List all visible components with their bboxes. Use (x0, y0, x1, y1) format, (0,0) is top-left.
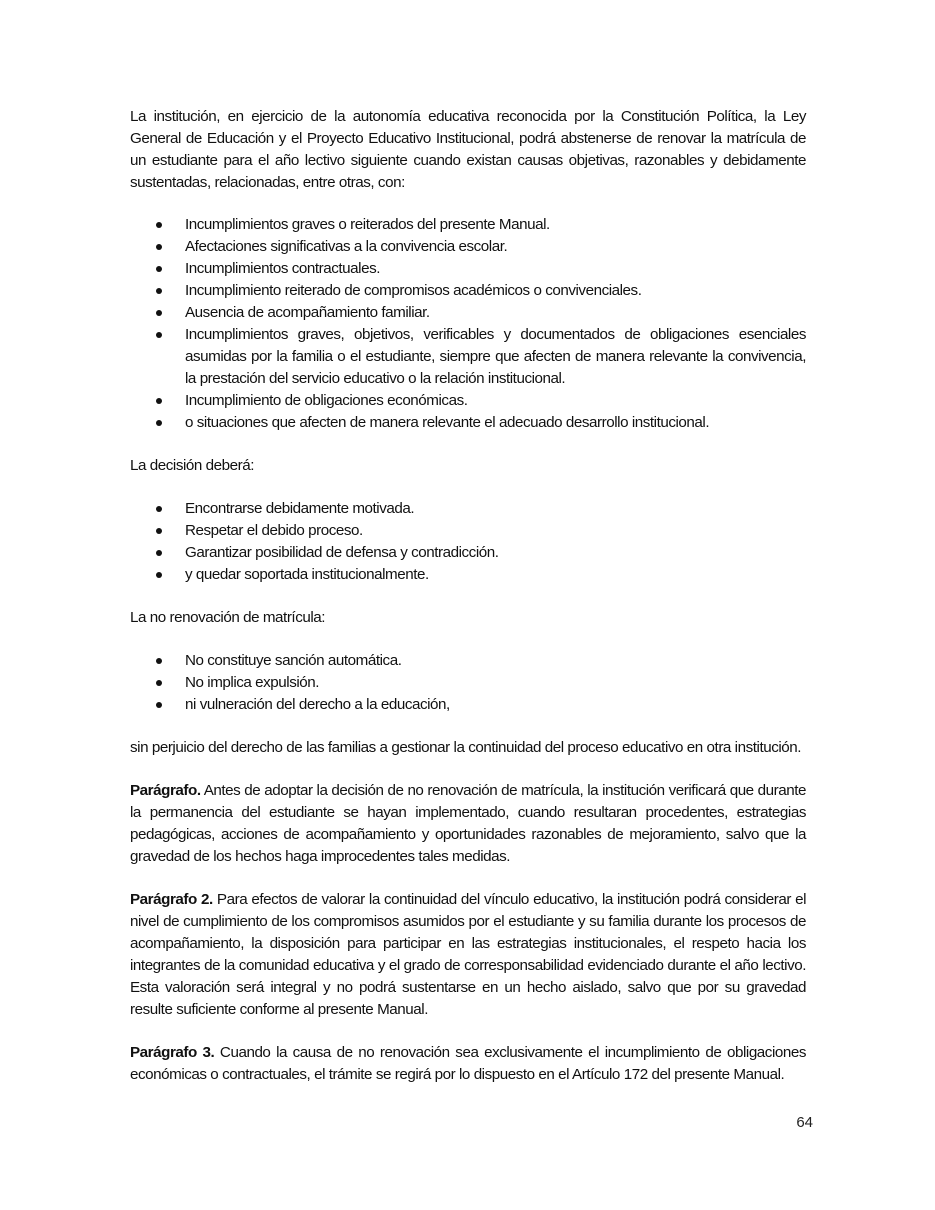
list-item-text: y quedar soportada institucionalmente. (185, 566, 429, 583)
paragrafo-3-text: Cuando la causa de no renovación sea exclusivamente el incumplimiento de obligaciones económicas o contractuales, el trámite se regirá por lo dispuesto en el Artículo 172 del presente Manual. (130, 1044, 807, 1083)
paragrafo-3 (130, 1042, 806, 1086)
bullet-icon (156, 420, 162, 426)
bullet-icon (156, 528, 162, 534)
list-item (130, 302, 806, 324)
list-item-text: Ausencia de acompañamiento familiar. (185, 304, 430, 321)
non-renewal-heading: La no renovación de matrícula: (130, 609, 326, 626)
bullet-icon (156, 266, 162, 272)
list-item (130, 672, 806, 694)
paragrafo-1-label: Parágrafo. (130, 782, 201, 799)
bullet-icon (156, 288, 162, 294)
decision-list (130, 498, 806, 586)
bullet-icon (156, 222, 162, 228)
list-item (130, 280, 806, 302)
paragrafo-2-text: Para efectos de valorar la continuidad del vínculo educativo, la institución podrá considerar el nivel de cumplimiento de los compromisos asumidos por el estudiante y su familia durante los procesos de acompañamiento, la disposición para participar en las estrategias institucionales, el respeto hacia los integrantes de la comunidad educativa y el grado de corresponsabilidad evidenciado durante el año lectivo. Esta valoración será integral y no podrá sustentarse en un hecho aislado, salvo que por su gravedad resulte suficiente conforme al presente Manual. (130, 891, 806, 1018)
list-item-text: o situaciones que afecten de manera relevante el adecuado desarrollo institucional. (185, 414, 710, 431)
list-item (130, 324, 806, 390)
bullet-icon (156, 680, 162, 686)
list-item (130, 650, 806, 672)
decision-heading: La decisión deberá: (130, 457, 255, 474)
list-item-text: No implica expulsión. (185, 674, 320, 691)
list-item-text: Incumplimientos graves, objetivos, verificables y documentados de obligaciones esenciales asumidas por la familia o el estudiante, siempre que afecten de manera relevante la convivencia, la prestación del servicio educativo o la relación institucional. (185, 326, 806, 387)
causes-list (130, 214, 806, 434)
list-item (130, 694, 806, 716)
bullet-icon (156, 572, 162, 578)
intro-paragraph: La institución, en ejercicio de la autonomía educativa reconocida por la Constitución Política, la Ley General de Educación y el Proyecto Educativo Institucional, podrá abstenerse de renovar la matrícula de un estudiante para el año lectivo siguiente cuando existan causas objetivas, razonables y debidamente sustentadas, relacionadas, entre otras, con: (130, 108, 806, 191)
non-renewal-list (130, 650, 806, 716)
bullet-icon (156, 702, 162, 708)
list-item-text: Respetar el debido proceso. (185, 522, 363, 539)
list-item-text: Garantizar posibilidad de defensa y contradicción. (185, 544, 499, 561)
page-number: 64 (796, 1114, 813, 1131)
list-item-text: ni vulneración del derecho a la educación, (185, 696, 450, 713)
list-item-text: Afectaciones significativas a la convivencia escolar. (185, 238, 508, 255)
document-body (130, 106, 806, 1107)
list-item-text: Encontrarse debidamente motivada. (185, 500, 415, 517)
bullet-icon (156, 506, 162, 512)
bullet-icon (156, 310, 162, 316)
paragrafo-3-label: Parágrafo 3. (130, 1044, 215, 1061)
list-item (130, 412, 806, 434)
continuity-paragraph: sin perjuicio del derecho de las familias a gestionar la continuidad del proceso educativo en otra institución. (130, 739, 802, 756)
list-item (130, 236, 806, 258)
paragrafo-2 (130, 889, 806, 1021)
list-item (130, 258, 806, 280)
list-item (130, 520, 806, 542)
bullet-icon (156, 332, 162, 338)
list-item-text: No constituye sanción automática. (185, 652, 402, 669)
bullet-icon (156, 398, 162, 404)
list-item (130, 214, 806, 236)
list-item-text: Incumplimientos contractuales. (185, 260, 381, 277)
paragrafo-2-label: Parágrafo 2. (130, 891, 213, 908)
paragrafo-1-text: Antes de adoptar la decisión de no renovación de matrícula, la institución verificará que durante la permanencia del estudiante se hayan implementado, cuando resultaran procedentes, estrategias pedagógicas, acciones de acompañamiento y oportunidades razonables de mejoramiento, salvo que la gravedad de los hechos haga improcedentes tales medidas. (130, 782, 806, 865)
list-item (130, 542, 806, 564)
list-item (130, 390, 806, 412)
bullet-icon (156, 658, 162, 664)
list-item-text: Incumplimientos graves o reiterados del presente Manual. (185, 216, 550, 233)
list-item (130, 564, 806, 586)
list-item-text: Incumplimiento de obligaciones económicas. (185, 392, 468, 409)
paragrafo-1 (130, 780, 806, 868)
bullet-icon (156, 244, 162, 250)
list-item (130, 498, 806, 520)
bullet-icon (156, 550, 162, 556)
list-item-text: Incumplimiento reiterado de compromisos académicos o convivenciales. (185, 282, 642, 299)
